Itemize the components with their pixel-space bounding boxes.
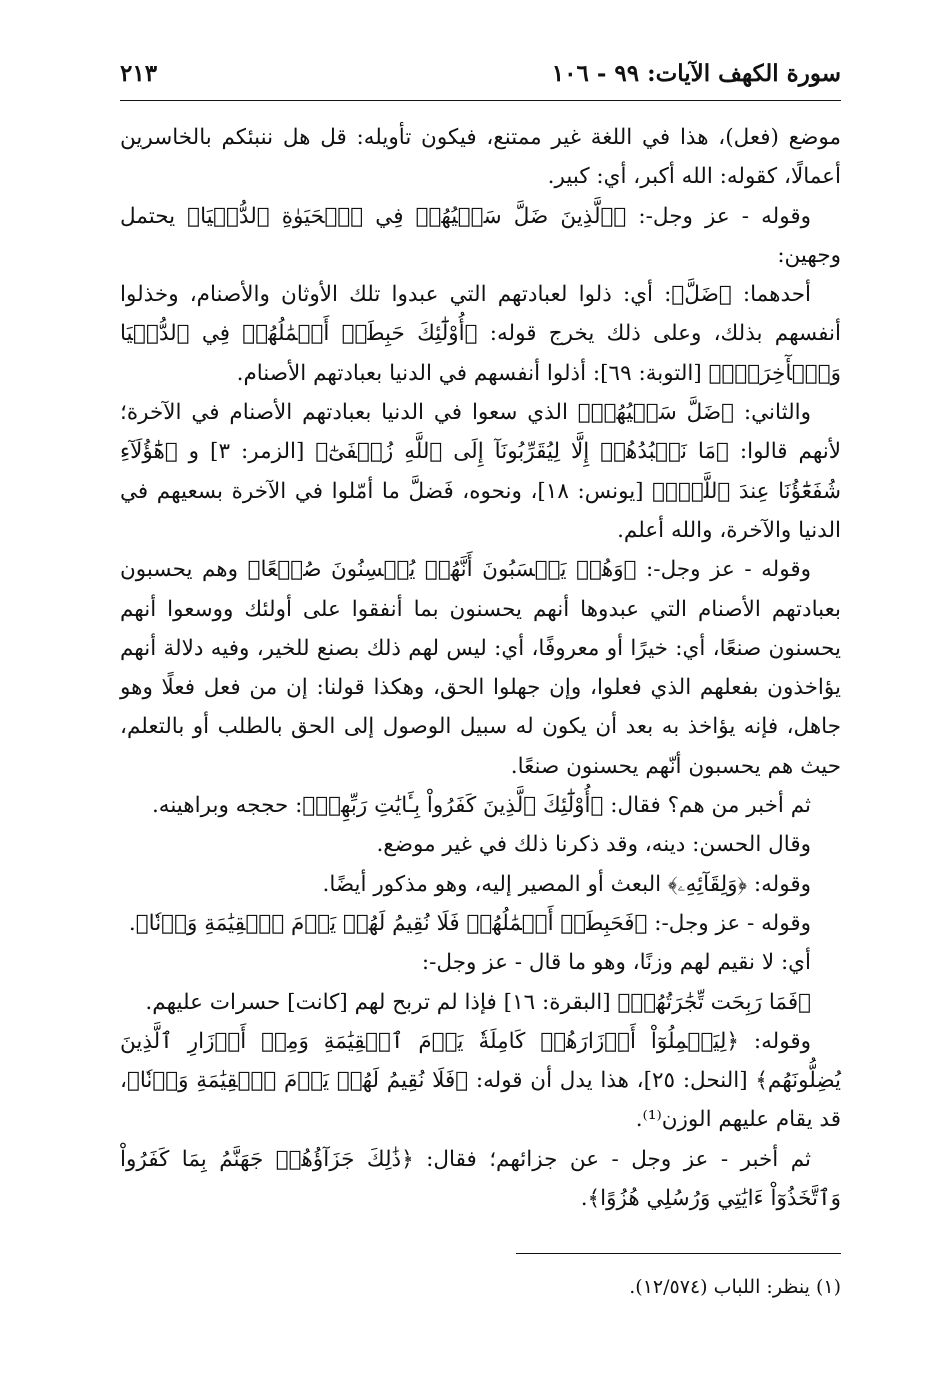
- paragraph: وقوله - عز وجل-: ﴿فَحَبِطَتۡ أَعۡمَٰلُهُمۡ فَلَا نُقِيمُ لَهُمۡ يَوۡمَ ٱلۡقِيَٰمَةِ وَزۡنٗا﴾.: [128, 910, 811, 936]
- paragraph: وقوله: ﴿لِيَحۡمِلُوٓاْ أَوۡزَارَهُمۡ كَامِلَةٗ يَوۡمَ ٱلۡقِيَٰمَةِ وَمِنۡ أَوۡزَارِ ٱلَّذِينَ يُضِلُّونَهُم﴾ [النحل: ٢٥]، هذا يدل أن قوله: ﴿فَلَا نُقِيمُ لَهُمۡ يَوۡمَ ٱلۡقِيَٰمَةِ وَزۡنٗا﴾، قد يقام عليهم الوزن⁽¹⁾.: [120, 1028, 841, 1133]
- paragraph: والثاني: ﴿ضَلَّ سَعۡيُهُمۡ﴾ الذي سعوا في الدنيا بعبادتهم الأصنام في الآخرة؛ لأنهم قالوا: ﴿مَا نَعۡبُدُهُمۡ إِلَّا لِيُقَرِّبُونَآ إِلَى ٱللَّهِ زُلۡفَىٰٓ﴾ [الزمر: ٣] و ﴿هَٰٓؤُلَآءِ شُفَعَٰٓؤُنَا عِندَ ٱللَّهِۚ﴾ [يونس: ١٨]، ونحوه، فَضلَّ ما أمّلوا في الآخرة بسعيهم في الدنيا والآخرة، والله أعلم.: [120, 400, 841, 543]
- paragraph: وقوله: ﴿وَلِقَآئِهِۦ﴾ البعث أو المصير إليه، وهو مذكور أيضًا.: [322, 871, 811, 897]
- paragraph: ثم أخبر من هم؟ فقال: ﴿أُوْلَٰٓئِكَ ٱلَّذِينَ كَفَرُواْ بِـَٔايَٰتِ رَبِّهِمۡ﴾: حججه وبراهينه.: [151, 793, 811, 819]
- page-header: [120, 54, 841, 94]
- paragraph: ثم أخبر - عز وجل - عن جزائهم؛ فقال: ﴿ذَٰلِكَ جَزَآؤُهُمۡ جَهَنَّمُ بِمَا كَفَرُواْ وَٱتَّخَذُوٓاْ ءَايَٰتِي وَرُسُلِي هُزُوًا﴾.: [120, 1146, 841, 1212]
- paragraph: وقوله - عز وجل-: ﴿ٱلَّذِينَ ضَلَّ سَعۡيُهُمۡ فِي ٱلۡحَيَوٰةِ ٱلدُّنۡيَا﴾ يحتمل وجهين:: [120, 203, 841, 268]
- body-text: [120, 118, 841, 1218]
- paragraph: موضع (فعل)، هذا في اللغة غير ممتنع، فيكون تأويله: قل هل ننبئكم بالخاسرين أعمالًا، كقوله: الله أكبر، أي: كبير.: [120, 125, 841, 190]
- footnote: (١) ينظر: اللباب (١٢/٥٧٤).: [629, 1276, 841, 1298]
- header-divider: [120, 100, 841, 101]
- paragraph: أي: لا نقيم لهم وزنًا، وهو ما قال - عز وجل-:: [421, 950, 811, 976]
- paragraph: أحدهما: ﴿ضَلَّ﴾: أي: ذلوا لعبادتهم التي عبدوا تلك الأوثان والأصنام، وخذلوا أنفسهم بذلك، وعلى ذلك يخرج قوله: ﴿أُوْلَٰٓئِكَ حَبِطَتۡ أَعۡمَٰلُهُمۡ فِي ٱلدُّنۡيَا وَٱلۡأٓخِرَةِۖ﴾ [التوبة: ٦٩]: أذلوا أنفسهم في الدنيا بعبادتهم الأصنام.: [120, 282, 841, 386]
- paragraph: ﴿فَمَا رَبِحَت تِّجَٰرَتُهُمۡ﴾ [البقرة: ١٦] فإذا لم تربح لهم [كانت] حسرات عليهم.: [145, 989, 811, 1015]
- page-number: ٢١٣: [120, 60, 158, 87]
- running-title: سورة الكهف الآيات: ٩٩ - ١٠٦: [551, 60, 841, 87]
- paragraph: وقال الحسن: دينه، وقد ذكرنا ذلك في غير موضع.: [376, 832, 811, 858]
- footnote-divider: [516, 1253, 841, 1254]
- paragraph: وقوله - عز وجل-: ﴿وَهُمۡ يَحۡسَبُونَ أَنَّهُمۡ يُحۡسِنُونَ صُنۡعًا﴾ وهم يحسبون بعبادتهم الأصنام التي عبدوها أنهم يحسنون بما أنفقوا على أولئك ووسعوا أنهم يحسنون صنعًا، أي: خيرًا أو معروفًا، أي: ليس لهم ذلك بصنع للخير، وفيه دلالة أنهم يؤاخذون بفعلهم الذي فعلوا، وإن جهلوا الحق، وهكذا قولنا: إن من فعل فعلًا وهو جاهل، فإنه يؤاخذ به بعد أن يكون له سبيل الوصول إلى الحق بالطلب أو بالتعلم، حيث هم يحسبون أنّهم يحسنون صنعًا.: [120, 557, 841, 779]
